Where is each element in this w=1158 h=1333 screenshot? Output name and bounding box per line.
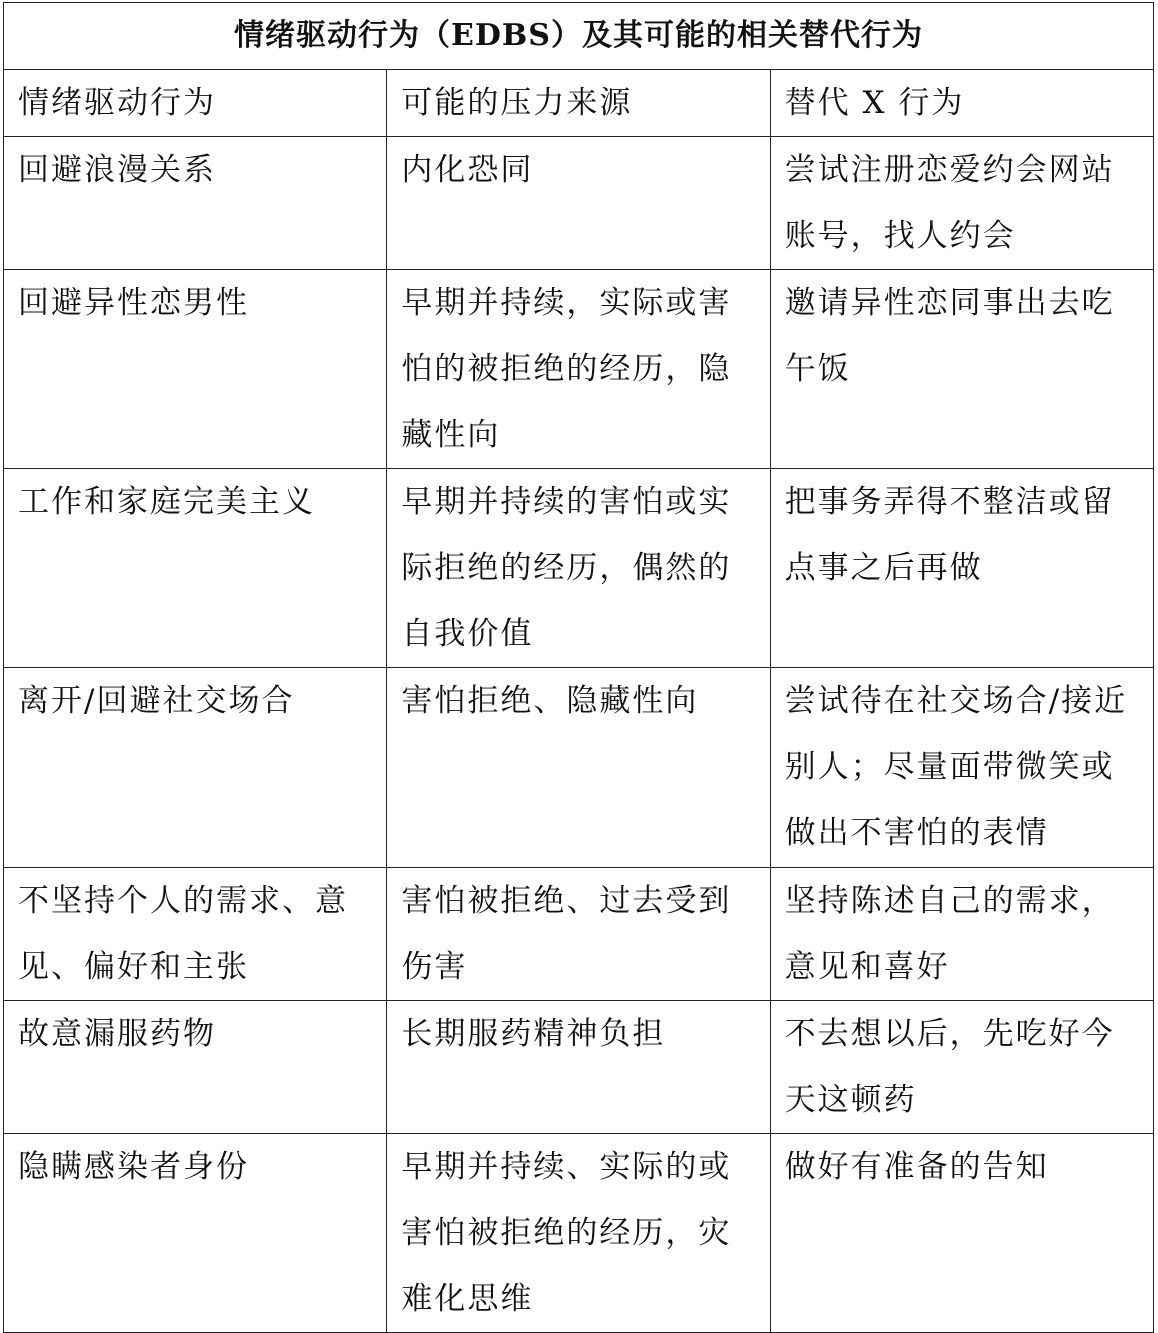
alternative-cell: 尝试注册恋爱约会网站账号，找人约会 bbox=[770, 137, 1153, 270]
header-row bbox=[4, 70, 1154, 137]
table-row bbox=[4, 137, 1154, 270]
table-row bbox=[4, 868, 1154, 1001]
behavior-cell: 离开/回避社交场合 bbox=[4, 668, 387, 868]
table-row bbox=[4, 668, 1154, 868]
stressor-cell: 内化恐同 bbox=[387, 137, 770, 270]
table-row bbox=[4, 1001, 1154, 1134]
alternative-cell: 坚持陈述自己的需求，意见和喜好 bbox=[770, 868, 1153, 1001]
behavior-cell: 工作和家庭完美主义 bbox=[4, 469, 387, 668]
header-cell-alternative: 替代 X 行为 bbox=[770, 70, 1153, 137]
behavior-cell: 回避异性恋男性 bbox=[4, 270, 387, 469]
stressor-cell: 早期并持续的害怕或实际拒绝的经历，偶然的自我价值 bbox=[387, 469, 770, 668]
alternative-cell: 邀请异性恋同事出去吃午饭 bbox=[770, 270, 1153, 469]
behavior-cell: 隐瞒感染者身份 bbox=[4, 1134, 387, 1333]
table-row bbox=[4, 1134, 1154, 1333]
behavior-cell: 故意漏服药物 bbox=[4, 1001, 387, 1134]
table-title: 情绪驱动行为（EDBS）及其可能的相关替代行为 bbox=[4, 3, 1154, 70]
edbs-table bbox=[3, 2, 1154, 1333]
table-row bbox=[4, 270, 1154, 469]
alternative-cell: 做好有准备的告知 bbox=[770, 1134, 1153, 1333]
header-cell-stressor: 可能的压力来源 bbox=[387, 70, 770, 137]
title-row bbox=[4, 3, 1154, 70]
behavior-cell: 回避浪漫关系 bbox=[4, 137, 387, 270]
stressor-cell: 长期服药精神负担 bbox=[387, 1001, 770, 1134]
header-cell-behavior: 情绪驱动行为 bbox=[4, 70, 387, 137]
alternative-cell: 尝试待在社交场合/接近别人；尽量面带微笑或做出不害怕的表情 bbox=[770, 668, 1153, 868]
stressor-cell: 害怕拒绝、隐藏性向 bbox=[387, 668, 770, 868]
alternative-cell: 把事务弄得不整洁或留点事之后再做 bbox=[770, 469, 1153, 668]
alternative-cell: 不去想以后，先吃好今天这顿药 bbox=[770, 1001, 1153, 1134]
stressor-cell: 早期并持续，实际或害怕的被拒绝的经历，隐藏性向 bbox=[387, 270, 770, 469]
stressor-cell: 害怕被拒绝、过去受到伤害 bbox=[387, 868, 770, 1001]
table-row bbox=[4, 469, 1154, 668]
behavior-cell: 不坚持个人的需求、意见、偏好和主张 bbox=[4, 868, 387, 1001]
stressor-cell: 早期并持续、实际的或害怕被拒绝的经历，灾难化思维 bbox=[387, 1134, 770, 1333]
